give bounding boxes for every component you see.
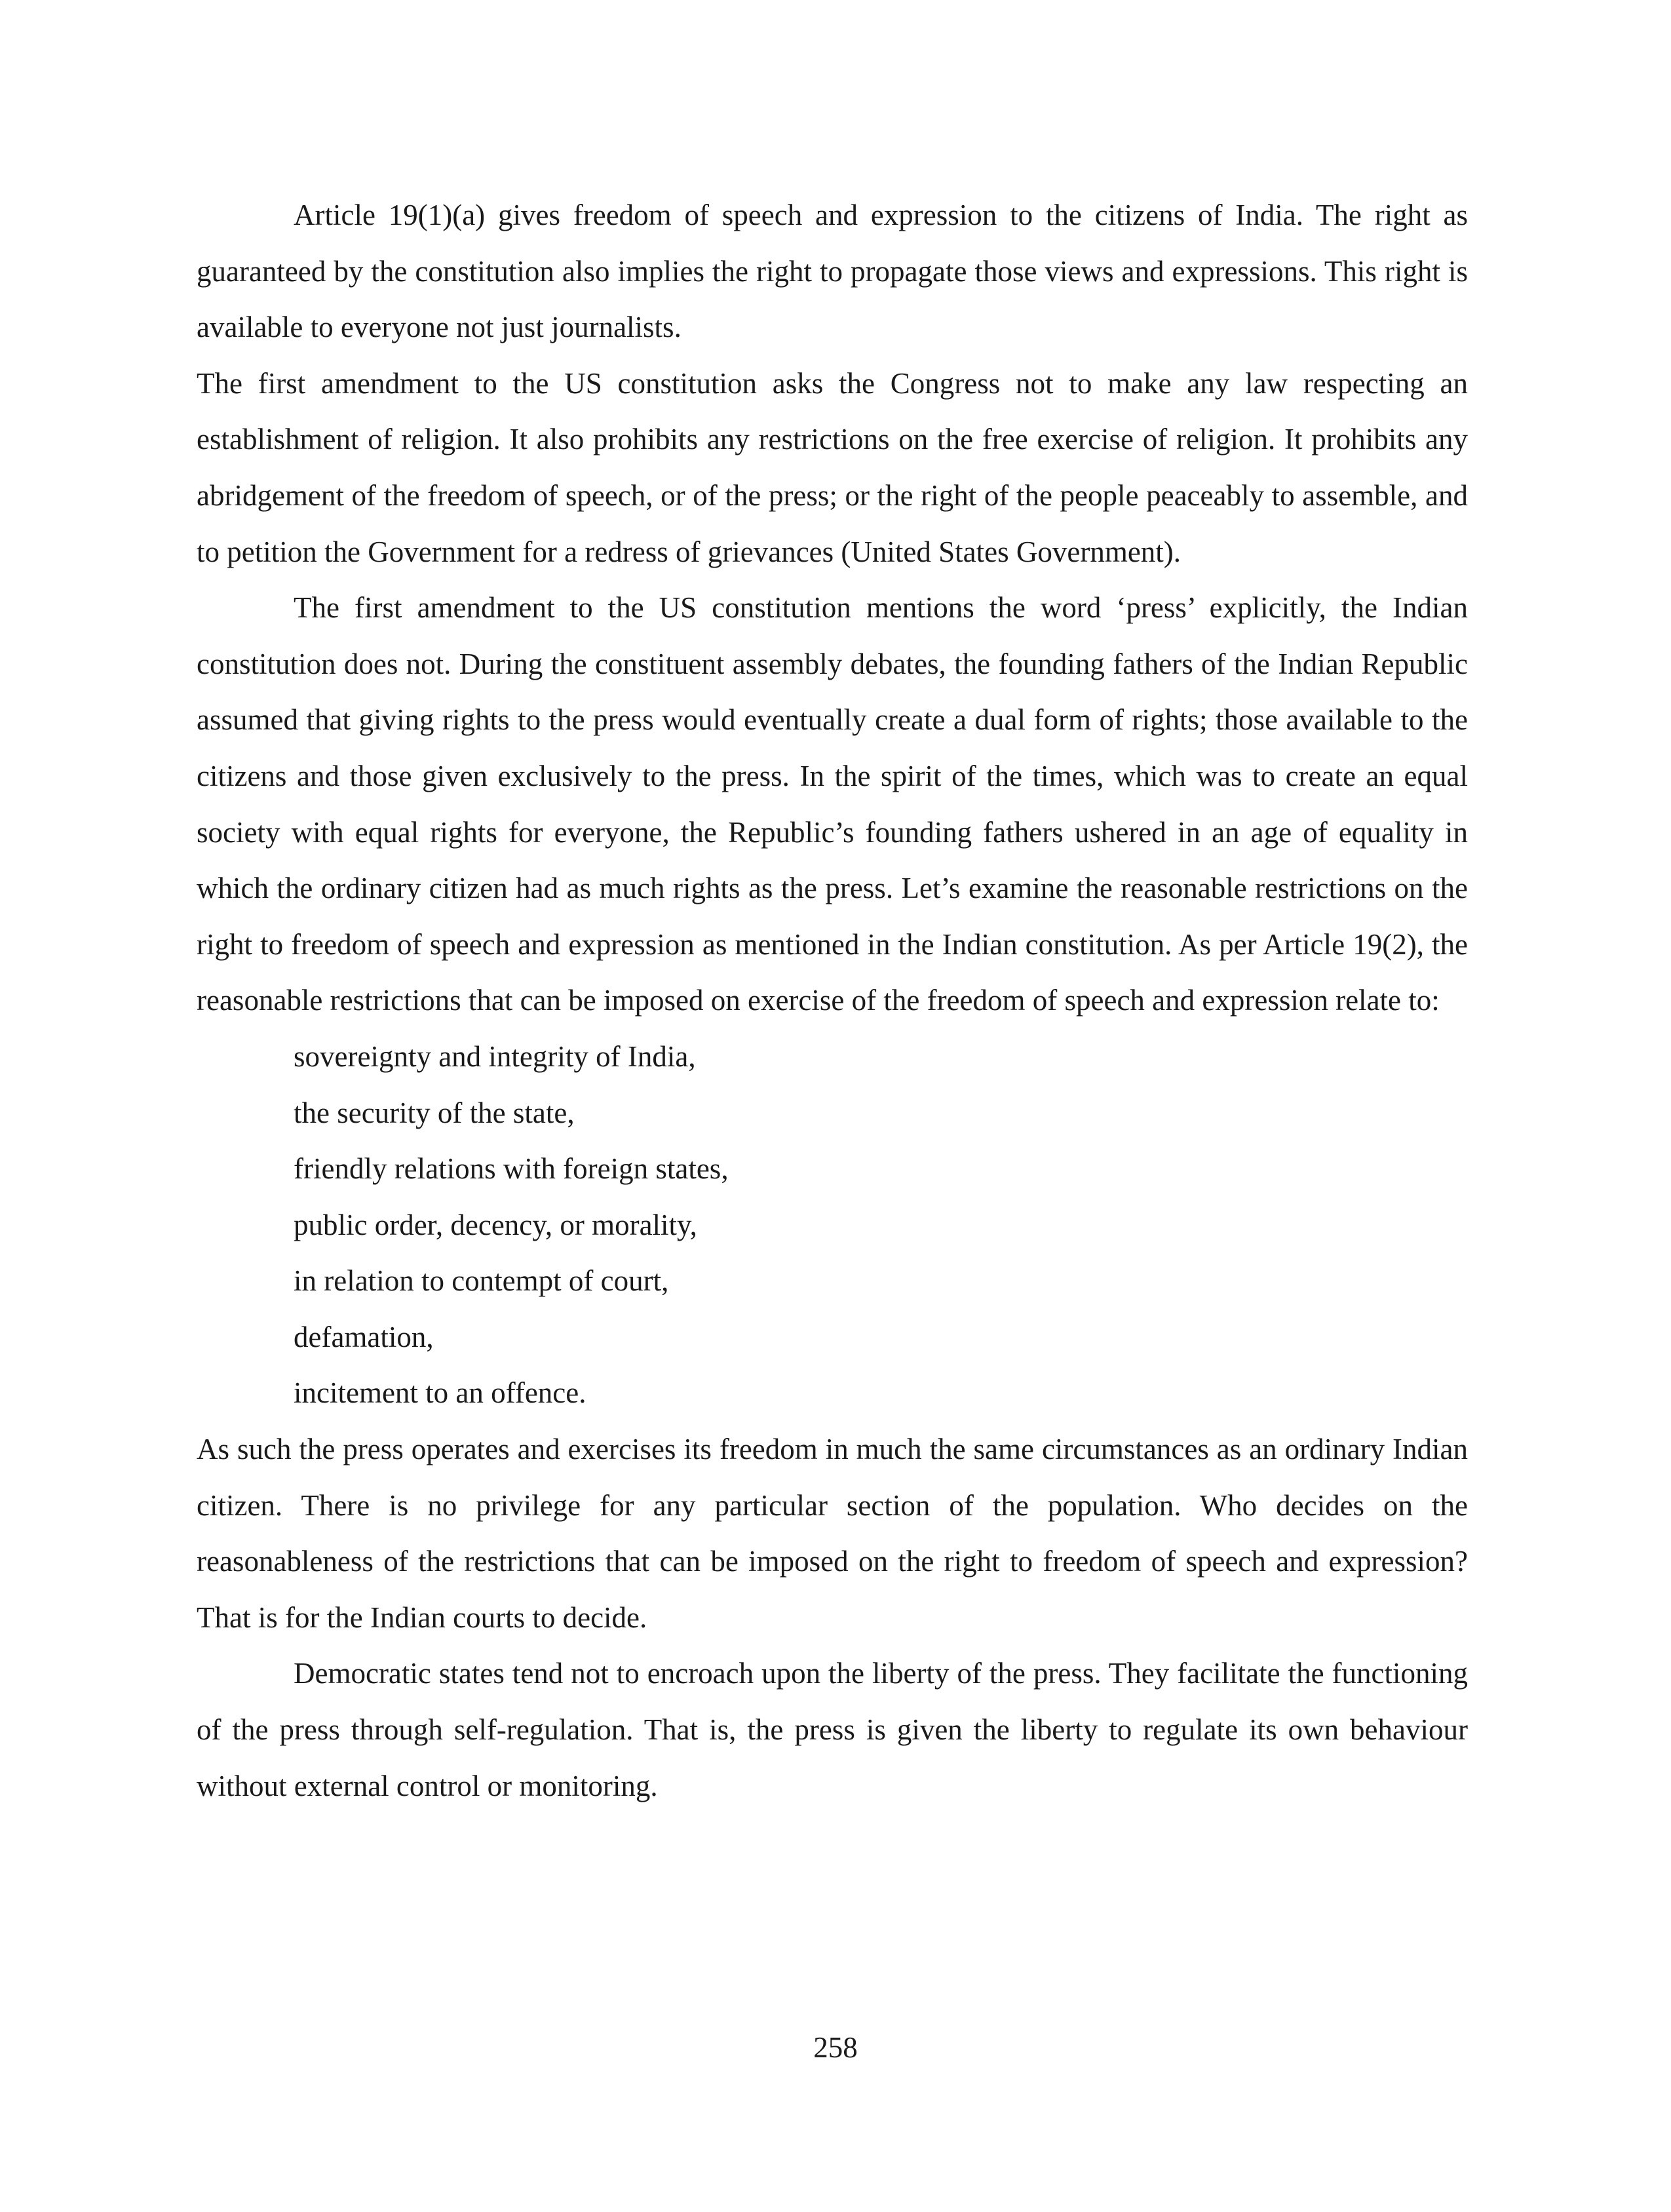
restrictions-list [197, 1029, 1468, 1422]
list-item: defamation, [294, 1320, 434, 1353]
paragraph-press-comparison: The first amendment to the US constitution mentions the word ‘press’ explicitly, the Indian constitution does not. During the constituent assembly debates, the founding fathers of the Indian Republic assumed that giving rights to the press would eventually create a dual form of rights; those available to the citizens and those given exclusively to the press. In the spirit of the times, which was to create an equal society with equal rights for everyone, the Republic’s founding fathers ushered in an age of equality in which the ordinary citizen had as much rights as the press. Let’s examine the reasonable restrictions on the right to freedom of speech and expression as mentioned in the Indian constitution. As per Article 19(2), the reasonable restrictions that can be imposed on exercise of the freedom of speech and expression relate to: [197, 591, 1468, 1017]
paragraph-self-regulation: Democratic states tend not to encroach upon the liberty of the press. They facilitate the functioning of the press through self-regulation. That is, the press is given the liberty to regulate its own behaviour without external control or monitoring. [197, 1657, 1468, 1802]
page-body [197, 187, 1468, 1814]
list-item: public order, decency, or morality, [294, 1208, 697, 1241]
paragraph-us-first-amendment: The first amendment to the US constitution asks the Congress not to make any law respecting an establishment of religion. It also prohibits any restrictions on the free exercise of religion. It prohibits any abridgement of the freedom of speech, or of the press; or the right of the people peaceably to assemble, and to petition the Government for a redress of grievances (United States Government). [197, 366, 1468, 568]
list-item: the security of the state, [294, 1096, 575, 1129]
list-item: friendly relations with foreign states, [294, 1152, 729, 1186]
paragraph-press-as-citizen: As such the press operates and exercises its freedom in much the same circumstances as an ordinary Indian citizen. There is no privilege for any particular section of the population. Who decides on the reasonableness of the restrictions that can be imposed on the right to freedom of speech and expression? That is for the Indian courts to decide. [197, 1433, 1468, 1634]
list-item: sovereignty and integrity of India, [294, 1039, 696, 1073]
list-item: incitement to an offence. [294, 1376, 586, 1410]
page-number: 258 [813, 2031, 858, 2064]
paragraph-article-19: Article 19(1)(a) gives freedom of speech and expression to the citizens of India. The right as guaranteed by the constitution also implies the right to propagate those views and expressions. This right is available to everyone not just journalists. [197, 199, 1468, 344]
list-item: in relation to contempt of court, [294, 1264, 669, 1298]
